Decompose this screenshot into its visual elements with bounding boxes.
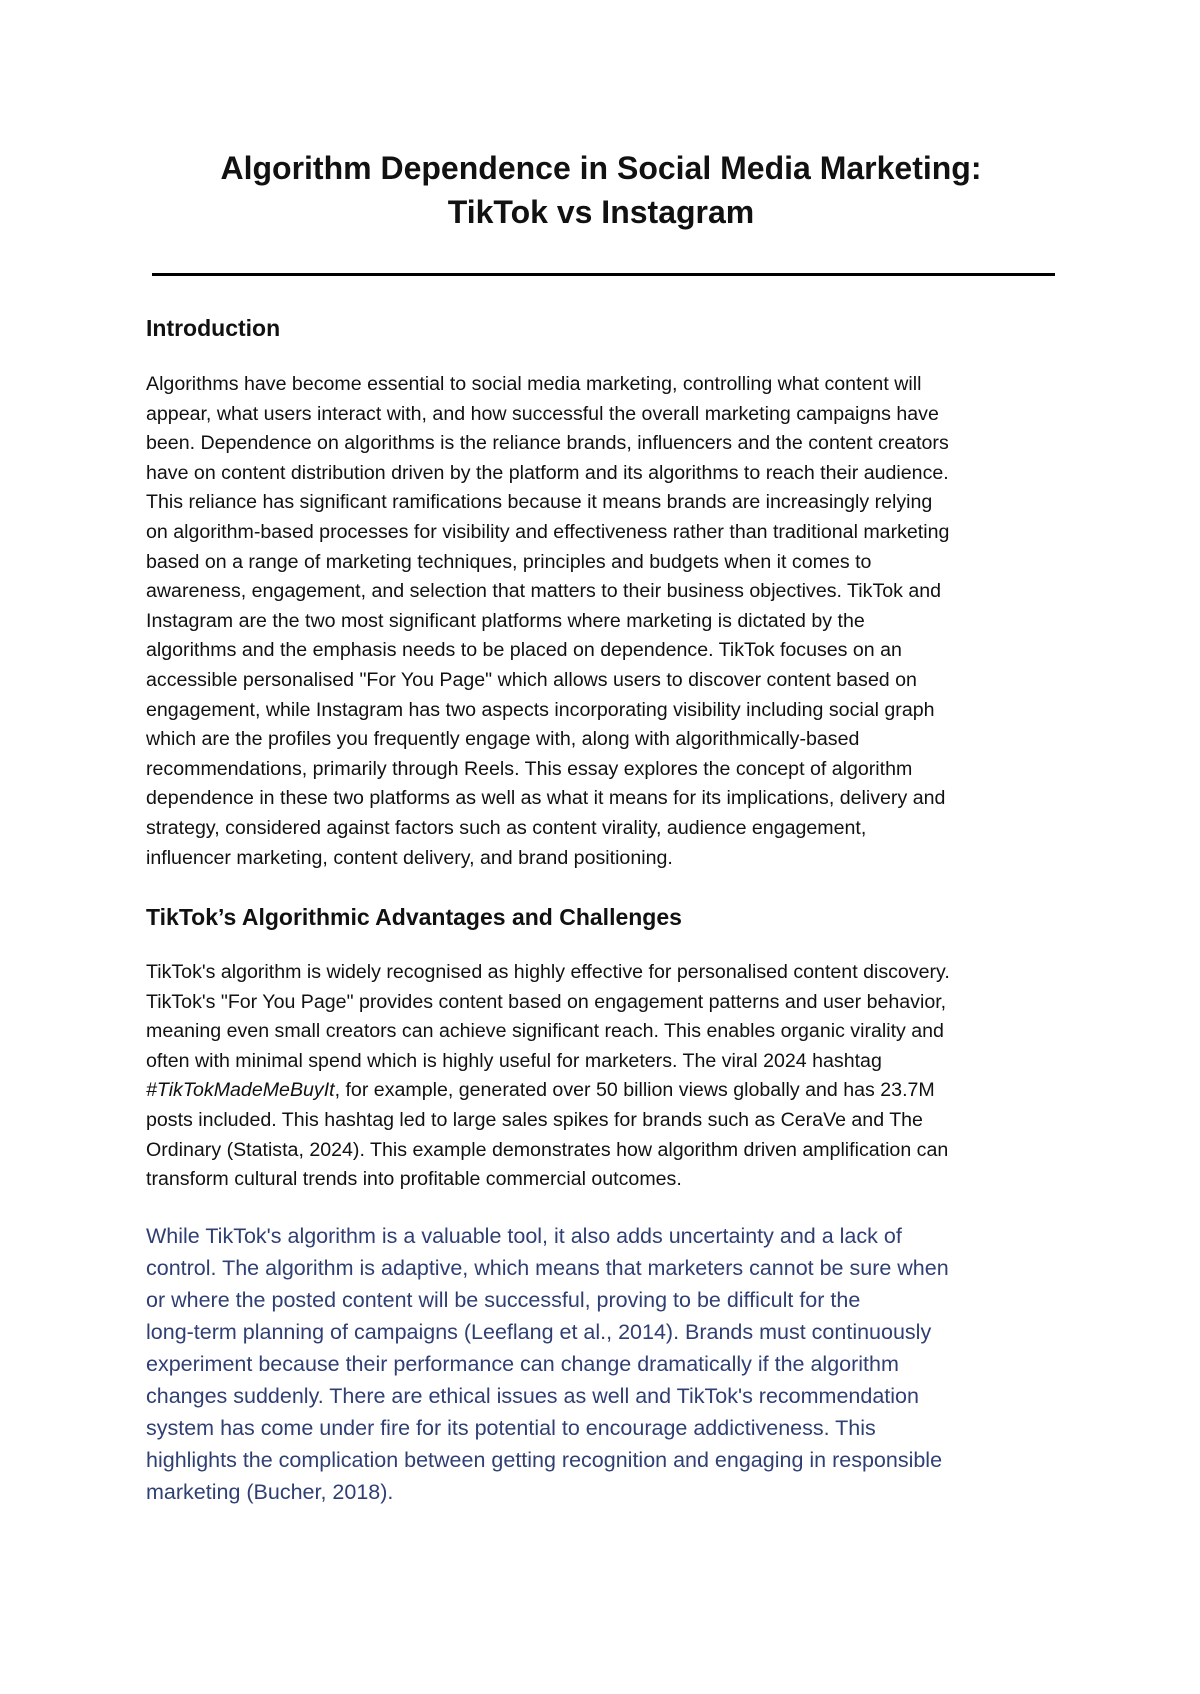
tiktok-paragraph-1 — [146, 958, 1076, 1195]
text-line: Instagram are the two most significant platforms where marketing is dictated by the — [146, 609, 865, 632]
text-line: dependence in these two platforms as well as what it means for its implications, delivery and — [146, 787, 946, 810]
page-title — [146, 146, 1056, 234]
text-line: changes suddenly. There are ethical issues as well and TikTok's recommendation — [146, 1384, 919, 1408]
text-line: engagement, while Instagram has two aspects incorporating visibility including social graph — [146, 698, 935, 721]
text-line: experiment because their performance can change dramatically if the algorithm — [146, 1352, 899, 1376]
text-line: meaning even small creators can achieve significant reach. This enables organic virality and — [146, 1020, 944, 1043]
text-line: posts included. This hashtag led to large sales spikes for brands such as CeraVe and The — [146, 1108, 923, 1131]
section-heading-tiktok-advantages: TikTok’s Algorithmic Advantages and Challenges — [146, 904, 682, 930]
text-line: which are the profiles you frequently engage with, along with algorithmically-based — [146, 728, 860, 751]
text-line: accessible personalised "For You Page" which allows users to discover content based on — [146, 668, 917, 691]
title-line-1: Algorithm Dependence in Social Media Marketing: — [220, 150, 982, 186]
text-line: on algorithm-based processes for visibility and effectiveness rather than traditional marketing — [146, 520, 950, 543]
hashtag-line — [146, 1076, 1076, 1106]
text-line: been. Dependence on algorithms is the reliance brands, influencers and the content creators — [146, 432, 949, 455]
text-line: recommendations, primarily through Reels. This essay explores the concept of algorithm — [146, 757, 913, 780]
text-line: appear, what users interact with, and how successful the overall marketing campaigns have — [146, 402, 939, 425]
hashtag-line-rest: , for example, generated over 50 billion views globally and has 23.7M — [334, 1079, 935, 1102]
introduction-paragraph — [146, 370, 1076, 873]
text-line: awareness, engagement, and selection that matters to their business objectives. TikTok and — [146, 580, 942, 603]
text-line: system has come under fire for its potential to encourage addictiveness. This — [146, 1416, 876, 1440]
title-line-2: TikTok vs Instagram — [447, 194, 755, 230]
text-line: While TikTok's algorithm is a valuable tool, it also adds uncertainty and a lack of — [146, 1224, 902, 1248]
text-line: TikTok's "For You Page" provides content based on engagement patterns and user behavior, — [146, 990, 947, 1013]
text-line: highlights the complication between getting recognition and engaging in responsible — [146, 1448, 943, 1472]
section-heading-introduction: Introduction — [146, 315, 281, 341]
text-line: Ordinary (Statista, 2024). This example demonstrates how algorithm driven amplification can — [146, 1138, 949, 1161]
text-line: based on a range of marketing techniques, principles and budgets when it comes to — [146, 550, 872, 573]
text-line: transform cultural trends into profitable commercial outcomes. — [146, 1168, 682, 1191]
text-line: TikTok's algorithm is widely recognised as highly effective for personalised content discovery. — [146, 961, 950, 983]
text-line: long-term planning of campaigns (Leeflang et al., 2014). Brands must continuously — [146, 1320, 932, 1344]
text-line: marketing (Bucher, 2018). — [146, 1480, 394, 1504]
text-line: control. The algorithm is adaptive, which means that marketers cannot be sure when — [146, 1256, 949, 1280]
text-line: often with minimal spend which is highly useful for marketers. The viral 2024 hashtag — [146, 1049, 882, 1072]
text-line: Algorithms have become essential to social media marketing, controlling what content will — [146, 373, 922, 395]
text-line: influencer marketing, content delivery, and brand positioning. — [146, 846, 673, 869]
title-divider — [152, 273, 1055, 276]
text-line: strategy, considered against factors such as content virality, audience engagement, — [146, 816, 867, 839]
text-line: This reliance has significant ramifications because it means brands are increasingly relying — [146, 491, 933, 514]
text-line: or where the posted content will be successful, proving to be difficult for the — [146, 1288, 861, 1312]
text-line: have on content distribution driven by the platform and its algorithms to reach their audience. — [146, 461, 949, 484]
text-line: algorithms and the emphasis needs to be placed on dependence. TikTok focuses on an — [146, 639, 902, 662]
hashtag-tiktokmademebuyit: #TikTokMadeMeBuyIt — [146, 1079, 335, 1102]
tiktok-paragraph-2 — [146, 1220, 1081, 1508]
